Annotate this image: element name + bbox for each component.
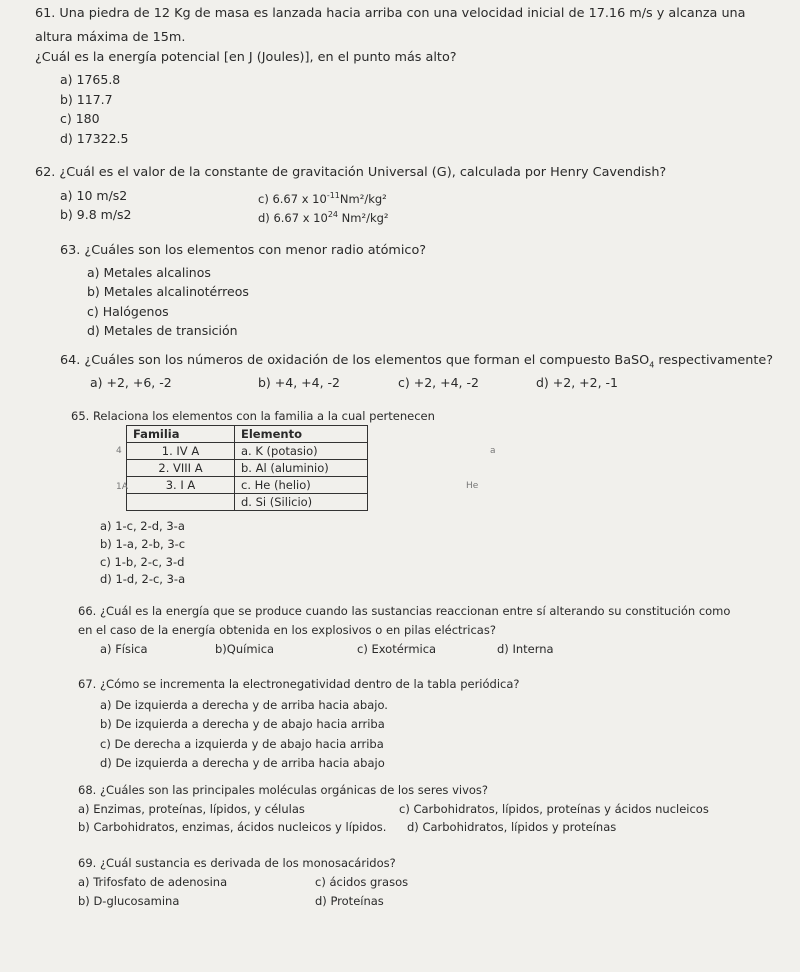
q63-option-d: d) Metales de transición	[87, 323, 238, 338]
q63-option-a: a) Metales alcalinos	[87, 265, 211, 280]
handwritten-mark: 1A	[116, 482, 128, 492]
q64-option-b: b) +4, +4, -2	[258, 375, 340, 390]
table-row	[127, 477, 368, 494]
q66-option-d: d) Interna	[497, 642, 554, 656]
q68-option-b: b) Carbohidratos, enzimas, ácidos nucleicos y lípidos.	[78, 820, 387, 834]
q67-option-b: b) De izquierda a derecha y de abajo hacia arriba	[100, 717, 385, 731]
q64-option-a: a) +2, +6, -2	[90, 375, 172, 390]
q69-option-c: c) ácidos grasos	[315, 875, 409, 889]
q65-relation-table	[126, 425, 368, 511]
q62-option-b: b) 9.8 m/s2	[60, 207, 132, 222]
q65-option-d: d) 1-d, 2-c, 3-a	[100, 572, 186, 586]
q62-option-a: a) 10 m/s2	[60, 188, 128, 203]
q63-option-c: c) Halógenos	[87, 304, 169, 319]
q65-option-a: a) 1-c, 2-d, 3-a	[100, 519, 185, 533]
q61-option-b: b) 117.7	[60, 92, 113, 107]
q63-option-b: b) Metales alcalinotérreos	[87, 284, 249, 299]
table-cell: 3. I A	[127, 477, 235, 494]
q61-option-a: a) 1765.8	[60, 72, 121, 87]
q67-question: 67. ¿Cómo se incrementa la electronegatividad dentro de la tabla periódica?	[78, 677, 520, 691]
table-header-familia: Familia	[127, 426, 235, 443]
q68-option-d: d) Carbohidratos, lípidos y proteínas	[407, 820, 617, 834]
q66-option-a: a) Física	[100, 642, 148, 656]
q69-question: 69. ¿Cuál sustancia es derivada de los monosacáridos?	[78, 856, 396, 870]
table-row	[127, 494, 368, 511]
q64-option-d: d) +2, +2, -1	[536, 375, 618, 390]
q64-option-c: c) +2, +4, -2	[398, 375, 479, 390]
q68-option-a: a) Enzimas, proteínas, lípidos, y células	[78, 802, 305, 816]
handwritten-mark: 4	[116, 446, 122, 456]
q67-option-d: d) De izquierda a derecha y de arriba hacia abajo	[100, 756, 385, 770]
q61-line1: 61. Una piedra de 12 Kg de masa es lanzada hacia arriba con una velocidad inicial de 17.16 m/s y alcanza una	[35, 6, 746, 21]
q67-option-c: c) De derecha a izquierda y de abajo hacia arriba	[100, 737, 384, 751]
table-cell	[127, 494, 235, 511]
q67-option-a: a) De izquierda a derecha y de arriba hacia abajo.	[100, 698, 388, 712]
q64-question: 64. ¿Cuáles son los números de oxidación de los elementos que forman el compuesto BaSO$_4$ respectivamente?	[60, 353, 774, 370]
q66-option-b: b)Química	[215, 642, 275, 656]
q65-question: 65. Relaciona los elementos con la familia a la cual pertenecen	[71, 409, 435, 423]
q61-line2: altura máxima de 15m.	[35, 30, 186, 45]
q66-line2: en el caso de la energía obtenida en los explosivos o en pilas eléctricas?	[78, 623, 496, 637]
table-cell: 1. IV A	[127, 443, 235, 460]
q66-option-c: c) Exotérmica	[357, 642, 437, 656]
table-row	[127, 460, 368, 477]
q62-option-c: c) 6.67 x $10^{-11}Nm^2$/kg²	[258, 191, 387, 206]
q66-line1: 66. ¿Cuál es la energía que se produce cuando las sustancias reaccionan entre sí alterando su constitución como	[78, 604, 731, 618]
q61-option-d: d) 17322.5	[60, 131, 129, 146]
handwritten-mark: a	[490, 446, 496, 456]
handwritten-mark: He	[466, 481, 479, 491]
q69-option-b: b) D-glucosamina	[78, 894, 180, 908]
q68-question: 68. ¿Cuáles son las principales moléculas orgánicas de los seres vivos?	[78, 783, 489, 797]
q68-option-c: c) Carbohidratos, lípidos, proteínas y ácidos nucleicos	[399, 802, 709, 816]
q69-option-a: a) Trifosfato de adenosina	[78, 875, 228, 889]
table-cell: a. K (potasio)	[235, 443, 368, 460]
table-cell: b. Al (aluminio)	[235, 460, 368, 477]
table-cell: d. Si (Silicio)	[235, 494, 368, 511]
q61-question: ¿Cuál es la energía potencial [en J (Joules)], en el punto más alto?	[35, 50, 457, 65]
q63-question: 63. ¿Cuáles son los elementos con menor radio atómico?	[60, 243, 427, 258]
q62-question: 62. ¿Cuál es el valor de la constante de gravitación Universal (G), calculada por Henry Cavendish?	[35, 165, 667, 180]
table-cell: c. He (helio)	[235, 477, 368, 494]
q65-option-c: c) 1-b, 2-c, 3-d	[100, 555, 185, 569]
table-cell: 2. VIII A	[127, 460, 235, 477]
table-header-row	[127, 426, 368, 443]
q65-option-b: b) 1-a, 2-b, 3-c	[100, 537, 186, 551]
table-row	[127, 443, 368, 460]
q69-option-d: d) Proteínas	[315, 894, 384, 908]
q62-option-d: d) 6.67 x $10^{24}$ Nm²/kg²	[258, 210, 389, 225]
q61-option-c: c) 180	[60, 111, 100, 126]
table-header-elemento: Elemento	[235, 426, 368, 443]
